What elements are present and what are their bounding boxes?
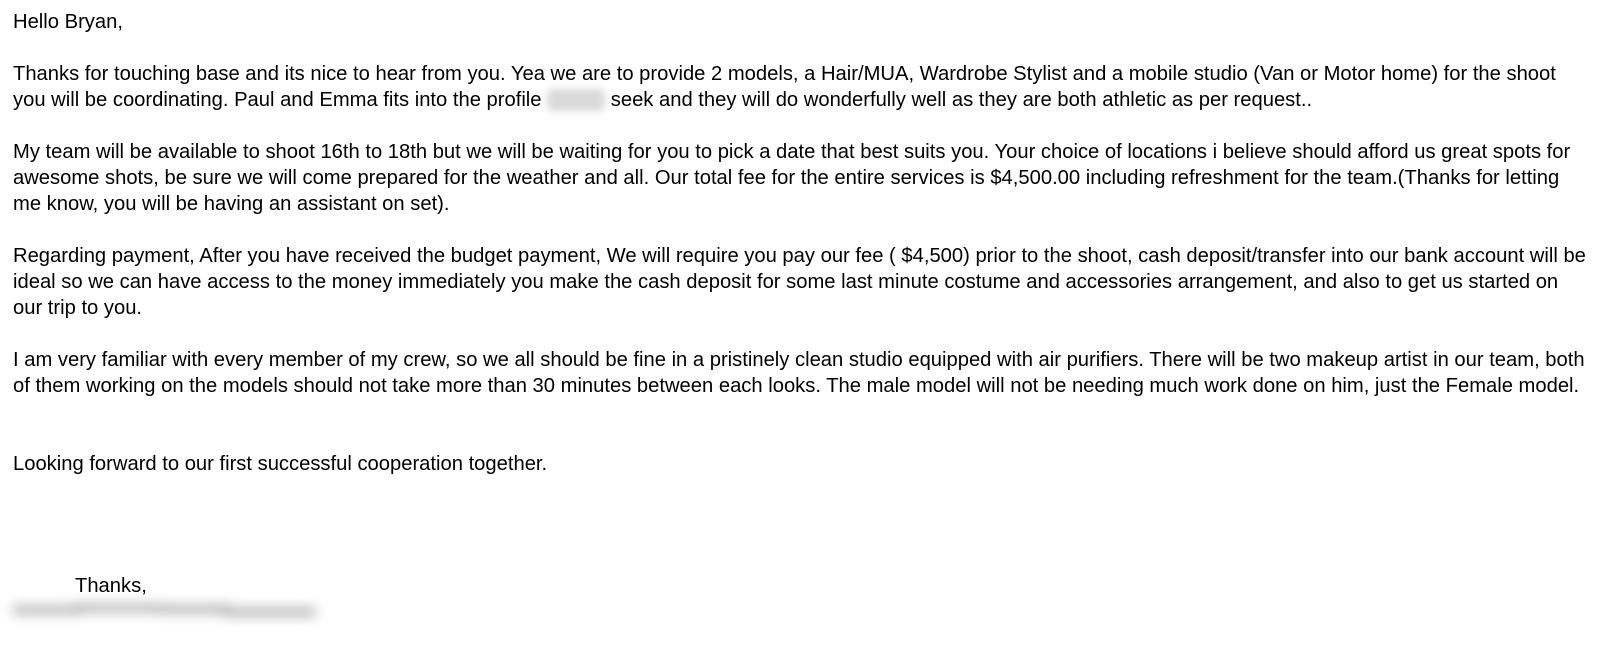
email-body (13, 9, 1588, 529)
paragraph-payment: Regarding payment, After you have received the budget payment, We will require you pay our fee ( $4,500) prior to the shoot, cash deposit/transfer into our bank account will be ideal so we can have access to the money immediately you make the cash deposit for some last minute costume and accessories arrangement, and also to get us started on our trip to you. (13, 245, 1586, 319)
paragraph-models (13, 61, 1588, 113)
paragraph-crew: I am very familiar with every member of my crew, so we all should be fine in a pristinely clean studio equipped with air purifiers. There will be two makeup artist in our team, both of them working on the models should not take more than 30 minutes between each looks. The male model will not be needing much work done on him, just the Female model. (13, 349, 1585, 397)
paragraph-models-text-end: seek and they will do wonderfully well as they are both athletic as per request.. (605, 89, 1313, 111)
paragraph-models-text-start: Thanks for touching base and its nice to hear from you. Yea we are to provide 2 models, a Hair/MUA, Wardrobe Stylist and a mobile studio (Van or Motor home) for the shoot you will be coordinating. Paul and Emma fits into the profile (13, 63, 1556, 111)
paragraph-schedule-fee: My team will be available to shoot 16th to 18th but we will be waiting for you to pick a date that best suits you. Your choice of locations i believe should afford us great spots for awesome shots, be sure we will come prepared for the weather and all. Our total fee for the entire services is $4,500.00 including refreshment for the team.(Thanks for letting me know, you will be having an assistant on set). (13, 141, 1571, 215)
signoff: Thanks, (75, 575, 147, 597)
greeting: Hello Bryan, (13, 11, 123, 33)
redacted-signature (12, 600, 322, 622)
closing-line: Looking forward to our first successful cooperation together. (13, 453, 548, 475)
redacted-word (547, 89, 605, 111)
